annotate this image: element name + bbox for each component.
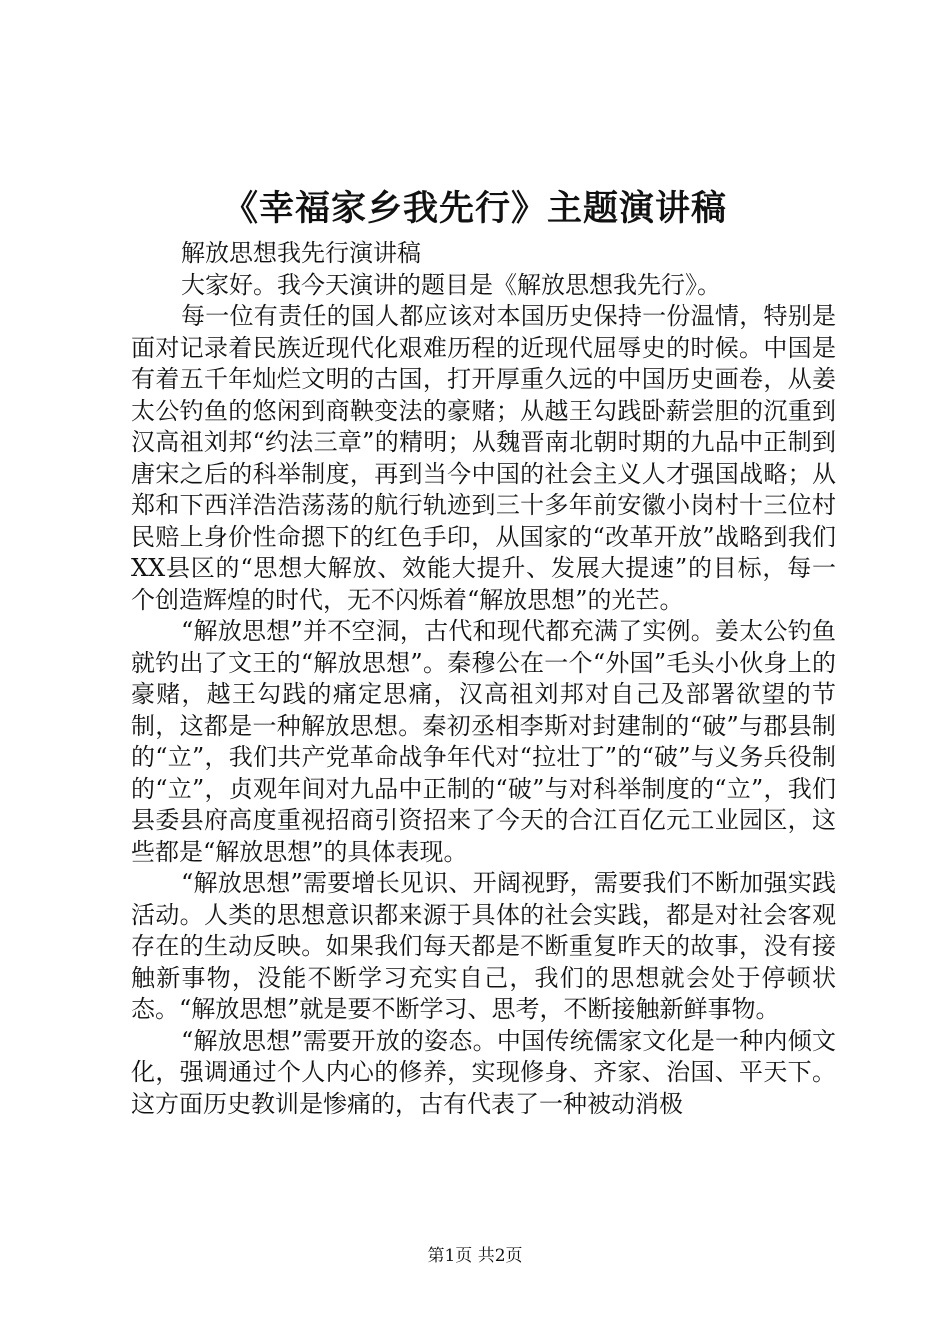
paragraph: “解放思想”需要开放的姿态。中国传统儒家文化是一种内倾文化，强调通过个人内心的修养，实现修身、齐家、治国、平天下。这方面历史教训是惨痛的，古有代表了一种被动消极 <box>131 1026 836 1118</box>
paragraph-greeting: 大家好。我今天演讲的题目是《解放思想我先行》。 <box>181 270 721 299</box>
page-number-footer: 第1页 共2页 <box>427 1246 523 1266</box>
paragraph: “解放思想”需要增长见识、开阔视野，需要我们不断加强实践活动。人类的思想意识都来源于具体的社会实践，都是对社会客观存在的生动反映。如果我们每天都是不断重复昨天的故事，没有接触新事物，没能不断学习充实自己，我们的思想就会处于停顿状态。“解放思想”就是要不断学习、思考，不断接触新鲜事物。 <box>131 869 836 1023</box>
paragraph-subtitle: 解放思想我先行演讲稿 <box>181 239 421 267</box>
paragraph: 每一位有责任的国人都应该对本国历史保持一份温情，特别是面对记录着民族近现代化艰难历程的近现代屈辱史的时候。中国是有着五千年灿烂文明的古国，打开厚重久远的中国历史画卷，从姜太公钓鱼的悠闲到商鞅变法的豪赌；从越王勾践卧薪尝胆的沉重到汉高祖刘邦“约法三章”的精明；从魏晋南北朝时期的九品中正制到唐宋之后的科举制度，再到当今中国的社会主义人才强国战略；从郑和下西洋浩浩荡荡的航行轨迹到三十多年前安徽小岗村十三位村民赔上身价性命摁下的红色手印，从国家的“改革开放”战略到我们XX县区的“思想大解放、效能大提升、发展大提速”的目标，每一个创造辉煌的时代，无不闪烁着“解放思想”的光芒。 <box>131 302 836 614</box>
document-body <box>131 238 836 1120</box>
page-title: 《幸福家乡我先行》主题演讲稿 <box>222 188 727 229</box>
paragraph: “解放思想”并不空洞，古代和现代都充满了实例。姜太公钓鱼就钓出了文王的“解放思想”。秦穆公在一个“外国”毛头小伙身上的豪赌，越王勾践的痛定思痛，汉高祖刘邦对自己及部署欲望的节制，这都是一种解放思想。秦初丞相李斯对封建制的“破”与郡县制的“立”，我们共产党革命战争年代对“拉壮丁”的“破”与义务兵役制的“立”，贞观年间对九品中正制的“破”与对科举制度的“立”，我们县委县府高度重视招商引资招来了今天的合江百亿元工业园区，这些都是“解放思想”的具体表现。 <box>131 617 836 866</box>
